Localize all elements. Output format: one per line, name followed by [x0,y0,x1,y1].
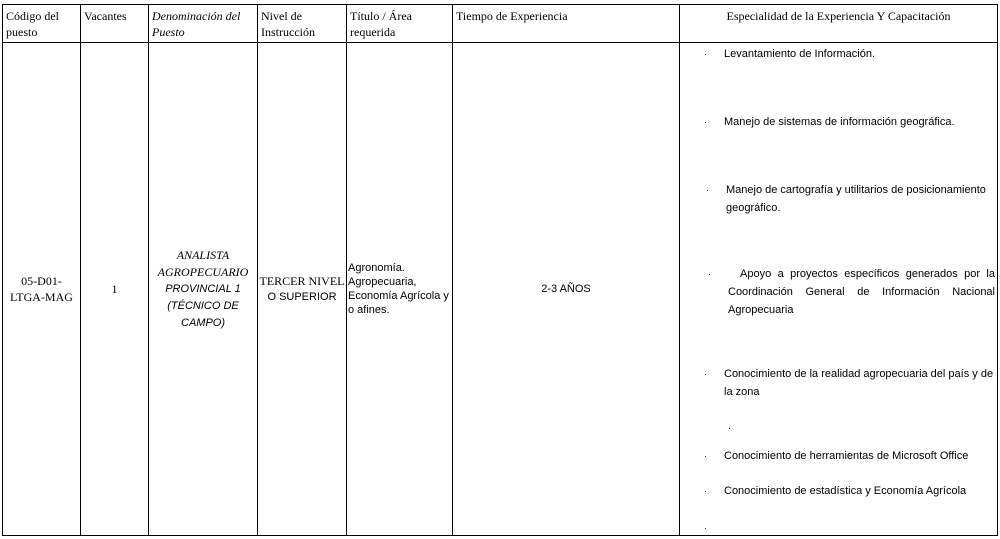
list-item: · Conocimiento de herramientas de Microsoft Office [680,447,995,465]
cell-denominacion [149,43,258,536]
list-item: · Apoyo a proyectos específicos generados por la Coordinación General de Información Nacional Agropecuaria [680,265,995,319]
cell-titulo [347,43,453,536]
header-denominacion: Denominación del Puesto [149,5,258,43]
bullet-icon: · [704,451,707,461]
header-vacantes: Vacantes [81,5,149,43]
titulo-line-3: Economía Agrícola y [348,290,449,302]
cell-especialidad [680,43,998,536]
list-item: · Levantamiento de Información. [680,45,995,63]
titulo-line-4: o afines. [348,304,390,316]
list-item: · Conocimiento de la realidad agropecuaria del país y de la zona [680,365,995,401]
list-item: · Conocimiento de estadística y Economía Agrícola [680,482,995,500]
header-codigo: Código del puesto [3,5,81,43]
bullet-icon: · [708,269,711,279]
denominacion-line-3: PROVINCIAL 1 [165,282,241,295]
bullet-icon: · [704,49,707,59]
denominacion-line-1: ANALISTA [176,247,230,262]
cell-tiempo [453,43,680,536]
nivel-line-1: TERCER NIVEL [259,274,345,288]
bullet-icon: · [704,523,707,533]
tiempo-value: 2-3 AÑOS [541,283,591,295]
header-nivel: Nivel de Instrucción [258,5,347,43]
bullet-icon: · [706,185,709,195]
header-row [3,5,998,43]
header-especialidad: Especialidad de la Experiencia Y Capacitación [680,5,998,43]
denominacion-line-2: AGROPECUARIO [157,264,249,279]
cell-codigo [3,43,81,536]
cell-vacantes [81,43,149,536]
list-item: · Manejo de sistemas de información geográfica. [680,113,995,131]
nivel-line-2: O SUPERIOR [267,291,337,303]
denominacion-line-4: (TÉCNICO DE CAMPO) [167,299,239,329]
titulo-line-1: Agronomía. [348,262,405,274]
titulo-line-2: Agropecuaria, [348,276,417,288]
header-titulo: Título / Área requerida [347,5,453,43]
bullet-icon: · [704,369,707,379]
header-tiempo: Tiempo de Experiencia [453,5,680,43]
codigo-line-1: 05-D01- [21,274,62,288]
cell-nivel [258,43,347,536]
table-row [3,43,998,536]
vacantes-value: 1 [111,281,118,296]
bullet-icon: · [704,117,707,127]
job-requirements-table [2,4,998,536]
bullet-icon: · [704,486,707,496]
list-item: . [728,420,732,432]
codigo-line-2: LTGA-MAG [10,290,73,304]
list-item: · Manejo de cartografía y utilitarios de posicionamiento geográfico. [680,181,995,217]
